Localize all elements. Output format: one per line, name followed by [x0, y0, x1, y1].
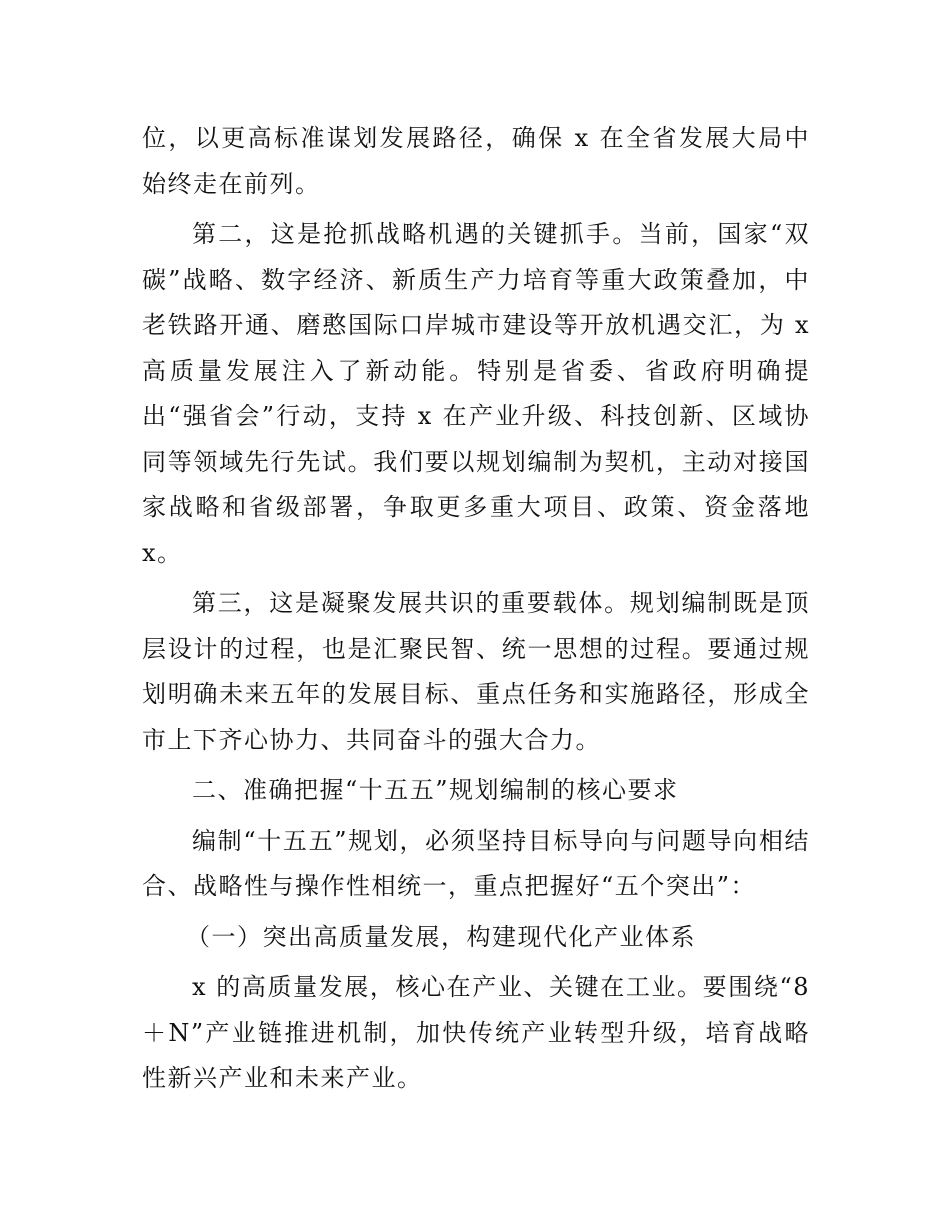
- paragraph-development-consensus: 第三，这是凝聚发展共识的重要载体。规划编制既是顶层设计的过程，也是汇聚民智、统一思想的过程。要通过规划明确未来五年的发展目标、重点任务和实施路径，形成全市上下齐心协力、共同奋斗的强大合力。: [142, 589, 810, 754]
- paragraph-five-highlights: 编制“十五五”规划，必须坚持目标导向与问题导向相结合、战略性与操作性相统一，重点把握好“五个突出”：: [142, 826, 810, 900]
- paragraph-industrial-system: x 的高质量发展，核心在产业、关键在工业。要围绕“8＋N”产业链推进机制，加快传统产业转型升级，培育战略性新兴产业和未来产业。: [142, 973, 810, 1092]
- paragraph-strategic-opportunity: 第二，这是抢抓战略机遇的关键抓手。当前，国家“双碳”战略、数字经济、新质生产力培育等重大政策叠加，中老铁路开通、磨憨国际口岸城市建设等开放机遇交汇，为 x 高质量发展注入了新动能。特别是省委、省政府明确提出“强省会”行动，支持 x 在产业升级、科技创新、区域协同等领域先行先试。我们要以规划编制为契机，主动对接国家战略和省级部署，争取更多重大项目、政策、资金落地 x。: [142, 220, 810, 567]
- document-body: [142, 116, 810, 1107]
- subsection-heading-high-quality-development: （一）突出高质量发展，构建现代化产业体系: [186, 922, 696, 951]
- section-heading-core-requirements: 二、准确把握“十五五”规划编制的核心要求: [192, 776, 679, 804]
- paragraph-continuation: 位，以更高标准谋划发展路径，确保 x 在全省发展大局中始终走在前列。: [142, 124, 810, 198]
